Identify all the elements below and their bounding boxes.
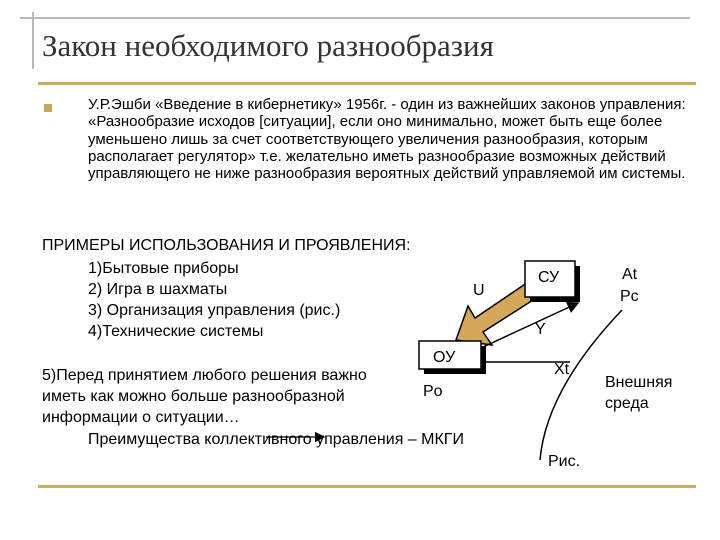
- environment-label-line1: Внешняя: [605, 374, 673, 391]
- example-item: 2) Игра в шахматы: [88, 281, 228, 298]
- at-label: At: [622, 266, 638, 283]
- example-item: 3) Организация управления (рис.): [88, 302, 341, 319]
- po-label: Po: [423, 383, 443, 400]
- intro-paragraph: У.Р.Эшби «Введение в кибернетику» 1956г. - один из важнейших законов управления: «Разнообразие исходов [ситуации], если оно минимально, может быть еще более уменьшено лишь за счет соответствующего увеличения разнообразия, которым располагает регулятор» т.е. желательно иметь разнообразие возможных действий управляющего не ниже разнообразия вероятных действий управляемой им системы.: [88, 96, 686, 183]
- example-item: 1)Бытовые приборы: [88, 260, 239, 277]
- slide-title: Закон необходимого разнообразия: [42, 28, 494, 63]
- point5-line: информации о ситуации…: [42, 409, 240, 426]
- ou-label: ОУ: [433, 349, 456, 366]
- point5-line: 5)Перед принятием любого решения важно: [42, 367, 367, 384]
- point5-line: иметь как можно больше разнообразной: [42, 388, 345, 405]
- advantage-line: Преимущества коллективного управления – МКГИ: [88, 431, 464, 448]
- figure-caption: Рис.: [548, 453, 581, 470]
- example-item: 4)Технические системы: [88, 323, 264, 340]
- su-label: СУ: [538, 269, 560, 286]
- y-label: Y: [535, 321, 546, 338]
- bottom-rule: [38, 485, 696, 488]
- xt-label: Xt: [554, 361, 570, 378]
- examples-heading: ПРИМЕРЫ ИСПОЛЬЗОВАНИЯ И ПРОЯВЛЕНИЯ:: [42, 237, 411, 254]
- u-label: U: [473, 282, 485, 299]
- environment-label-line2: среда: [605, 395, 649, 412]
- pc-label: Pc: [620, 288, 639, 305]
